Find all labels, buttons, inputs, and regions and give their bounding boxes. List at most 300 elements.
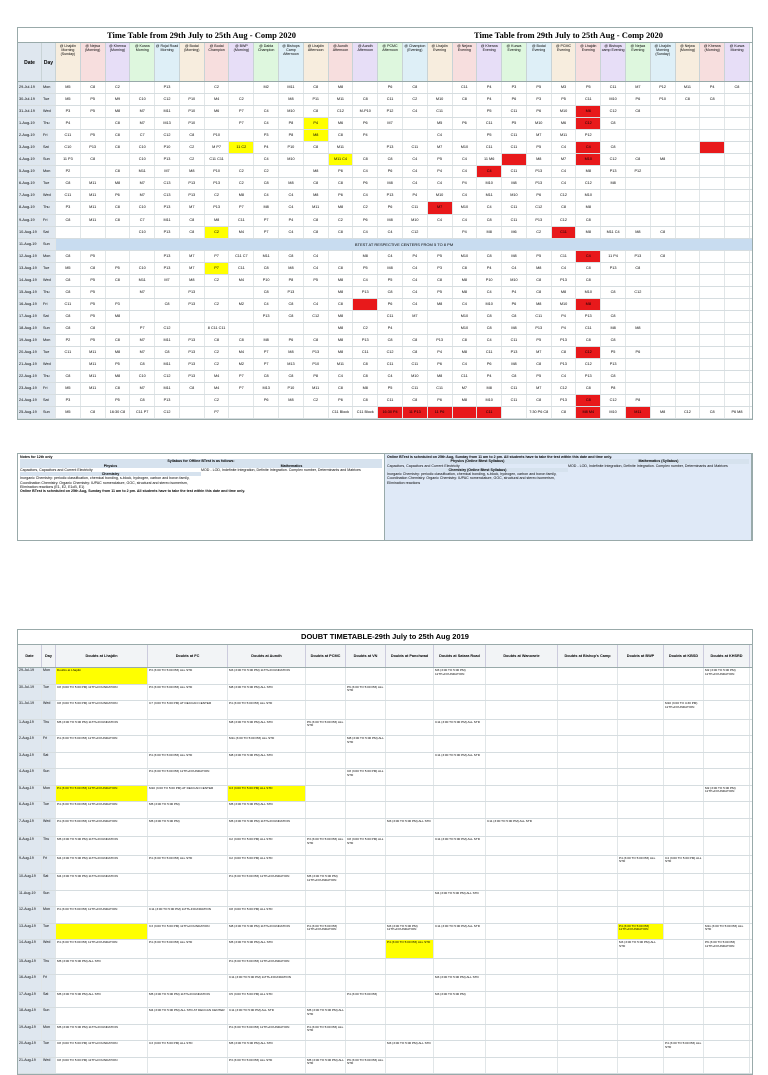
doubt-cell bbox=[618, 736, 664, 752]
doubt-row bbox=[18, 1041, 752, 1058]
schedule-cell: M7 bbox=[180, 202, 205, 213]
schedule-cell: M8 bbox=[527, 263, 552, 274]
doubt-cell: M5 (3:00 TO 5:00 PM) 11TH+FOUNDATION bbox=[56, 1025, 148, 1041]
schedule-cell bbox=[279, 407, 304, 418]
schedule-cell: C10 bbox=[130, 371, 155, 382]
doubt-day: Thu bbox=[42, 959, 56, 975]
schedule-cell: M7 bbox=[180, 263, 205, 274]
schedule-cell: C12 bbox=[552, 215, 577, 226]
schedule-cell: P4 bbox=[453, 227, 478, 238]
doubt-cell bbox=[486, 668, 558, 684]
schedule-cell: C4 bbox=[552, 178, 577, 189]
schedule-cell: C11 Block bbox=[329, 407, 354, 418]
schedule-cell: P6 bbox=[453, 118, 478, 129]
schedule-cell: 11 P13 bbox=[403, 407, 428, 418]
schedule-cell: C4 bbox=[453, 154, 478, 165]
schedule-cell bbox=[700, 323, 725, 334]
schedule-cell bbox=[725, 130, 750, 141]
schedule-cell bbox=[428, 323, 453, 334]
doubt-cell: Doubts at Lhajdin bbox=[56, 668, 148, 684]
schedule-cell: M8 bbox=[453, 347, 478, 358]
schedule-cell: P8 bbox=[279, 130, 304, 141]
schedule-cell: M8 bbox=[502, 251, 527, 262]
schedule-cell: M-P10 bbox=[353, 106, 378, 117]
schedule-cell bbox=[428, 227, 453, 238]
schedule-cell bbox=[378, 130, 403, 141]
schedule-cell bbox=[130, 251, 155, 262]
schedule-cell: C8 bbox=[130, 395, 155, 406]
schedule-cell bbox=[651, 142, 676, 153]
schedule-cell bbox=[676, 227, 701, 238]
doubt-cell: M5 (3:00 TO 5:00 PM) 11TH+FOUNDATION bbox=[56, 837, 148, 855]
schedule-cell: C12 bbox=[601, 154, 626, 165]
doubt-row bbox=[18, 992, 752, 1009]
row-date: 20-Aug-19 bbox=[18, 347, 42, 358]
schedule-cell: M8 M4 bbox=[576, 407, 601, 418]
schedule-cell bbox=[229, 323, 254, 334]
schedule-cell bbox=[676, 263, 701, 274]
schedule-cell: M8 bbox=[329, 323, 354, 334]
doubt-day: Wed bbox=[42, 940, 56, 958]
schedule-cell: C4 bbox=[353, 166, 378, 177]
doubt-cell bbox=[664, 1008, 704, 1024]
doubt-cell: C8 (3:00 TO 5:00 PM) 11TH+FOUNDATION bbox=[56, 1041, 148, 1057]
doubt-cell: P4 (3:00 TO 5:00 PM) 11TH+FOUNDATION bbox=[56, 819, 148, 837]
schedule-cell bbox=[626, 299, 651, 310]
doubt-cell bbox=[434, 1008, 486, 1024]
schedule-cell: C4 bbox=[552, 142, 577, 153]
schedule-cell: C2 bbox=[205, 395, 230, 406]
doubt-header-cell: Doubts at FC bbox=[148, 645, 228, 667]
schedule-cell: P7 bbox=[229, 383, 254, 394]
doubt-date: 10-Aug-19 bbox=[18, 874, 42, 890]
schedule-cell: C8 bbox=[626, 106, 651, 117]
doubt-cell bbox=[558, 874, 618, 890]
schedule-cell: C8 bbox=[353, 395, 378, 406]
timetable-row bbox=[18, 130, 752, 142]
schedule-cell: M8 bbox=[329, 335, 354, 346]
doubt-cell bbox=[486, 891, 558, 907]
schedule-cell: C8 bbox=[106, 118, 131, 129]
doubt-cell bbox=[618, 819, 664, 837]
schedule-cell: C8 bbox=[304, 335, 329, 346]
doubt-date: 5-Aug-19 bbox=[18, 786, 42, 802]
schedule-cell: P13 bbox=[155, 202, 180, 213]
doubt-cell bbox=[386, 769, 434, 785]
syllabus-note: Notes for 12th only bbox=[20, 455, 53, 459]
schedule-cell: C4 bbox=[403, 287, 428, 298]
doubt-cell bbox=[486, 685, 558, 701]
schedule-cell: M11 bbox=[676, 82, 701, 93]
physics-text: Capacitors, Capacitors and Current Electricity bbox=[20, 467, 93, 472]
schedule-cell: C4 bbox=[477, 166, 502, 177]
schedule-cell: C8 bbox=[329, 263, 354, 274]
schedule-cell: P7 bbox=[254, 215, 279, 226]
schedule-cell: P13 bbox=[155, 251, 180, 262]
doubt-date: 3-Aug-19 bbox=[18, 753, 42, 769]
header-center: @ Bishops camp Evening bbox=[601, 43, 626, 81]
schedule-cell bbox=[502, 407, 527, 418]
schedule-cell: M8 bbox=[329, 202, 354, 213]
schedule-cell: C11 bbox=[428, 106, 453, 117]
schedule-cell bbox=[453, 130, 478, 141]
schedule-cell: C12 bbox=[676, 407, 701, 418]
schedule-cell bbox=[676, 347, 701, 358]
schedule-cell: C8 bbox=[56, 311, 81, 322]
row-day: Tue bbox=[42, 178, 56, 189]
timetable-row bbox=[18, 178, 752, 190]
header-center: @ Bishops Camp Afternoon bbox=[279, 43, 304, 81]
schedule-cell: M8 bbox=[428, 371, 453, 382]
schedule-cell: C11 bbox=[552, 251, 577, 262]
doubt-row bbox=[18, 720, 752, 737]
doubt-row bbox=[18, 837, 752, 856]
schedule-cell bbox=[700, 299, 725, 310]
doubt-cell bbox=[664, 802, 704, 818]
schedule-cell: C7 bbox=[130, 130, 155, 141]
doubt-cell bbox=[386, 786, 434, 802]
timetable-grid bbox=[17, 27, 753, 420]
schedule-cell: M11 bbox=[81, 383, 106, 394]
doubt-cell bbox=[148, 736, 228, 752]
schedule-cell: P10 bbox=[477, 275, 502, 286]
doubt-cell bbox=[434, 1025, 486, 1041]
schedule-cell bbox=[81, 395, 106, 406]
doubt-cell bbox=[558, 907, 618, 923]
doubt-row bbox=[18, 668, 752, 685]
schedule-cell: M8 bbox=[304, 130, 329, 141]
schedule-cell: C12 bbox=[601, 395, 626, 406]
timetable-row bbox=[18, 215, 752, 227]
doubt-date: 16-Aug-19 bbox=[18, 975, 42, 991]
schedule-cell: C8 bbox=[329, 299, 354, 310]
doubt-cell bbox=[486, 720, 558, 736]
schedule-cell: M6 bbox=[205, 106, 230, 117]
schedule-cell bbox=[626, 335, 651, 346]
doubt-cell: P4 (3:00 TO 5:00 PM) 11TH+FOUNDATION bbox=[56, 786, 148, 802]
doubt-cell bbox=[618, 1008, 664, 1024]
doubt-cell: M8 (3:00 TO 5:00 PM) ALL STD bbox=[346, 736, 386, 752]
doubt-cell bbox=[386, 753, 434, 769]
doubt-cell bbox=[558, 736, 618, 752]
timetable-row bbox=[18, 371, 752, 383]
schedule-cell: P5 bbox=[477, 106, 502, 117]
schedule-cell: P10 bbox=[279, 383, 304, 394]
doubt-cell: P6 (3:00 TO 5:00 PM) ALL STD bbox=[346, 1058, 386, 1074]
doubt-cell: M3 (3:00 TO 5:00 PM) ALL STD bbox=[618, 940, 664, 958]
doubt-day: Mon bbox=[42, 1025, 56, 1041]
schedule-cell: M8 bbox=[502, 323, 527, 334]
schedule-cell: C8 bbox=[180, 215, 205, 226]
row-day: Thu bbox=[42, 118, 56, 129]
schedule-cell bbox=[700, 359, 725, 370]
doubt-cell bbox=[56, 924, 148, 940]
schedule-cell: P5 bbox=[502, 118, 527, 129]
doubt-cell bbox=[618, 802, 664, 818]
schedule-cell: C8 bbox=[329, 130, 354, 141]
schedule-cell: P5 bbox=[552, 94, 577, 105]
row-date: 19-Aug-19 bbox=[18, 335, 42, 346]
doubt-cell: M2 (3:00 TO 5:00 PM) 11TH+FOUNDATION bbox=[704, 668, 750, 684]
schedule-cell: C4 bbox=[453, 166, 478, 177]
header-center: @ Lhajdin Evening bbox=[576, 43, 601, 81]
schedule-cell bbox=[651, 202, 676, 213]
schedule-cell bbox=[676, 299, 701, 310]
doubt-cell: P4 (3:00 TO 5:00 PM) 11TH+FOUNDATION bbox=[56, 736, 148, 752]
schedule-cell: P7 bbox=[229, 371, 254, 382]
doubt-cell bbox=[558, 959, 618, 975]
doubt-cell: P4 (3:00 TO 5:00 PM) 11TH+FOUNDATION bbox=[306, 924, 346, 940]
schedule-cell: P13 bbox=[155, 395, 180, 406]
timetable-row bbox=[18, 311, 752, 323]
doubt-header-row bbox=[18, 645, 752, 668]
schedule-cell: C4 bbox=[453, 190, 478, 201]
schedule-cell bbox=[180, 82, 205, 93]
schedule-cell: C12 bbox=[626, 287, 651, 298]
schedule-cell: P6 bbox=[329, 190, 354, 201]
schedule-cell: C11 bbox=[477, 142, 502, 153]
schedule-cell: P8 bbox=[279, 118, 304, 129]
doubt-cell: M3 (3:00 TO 5:00 PM) ALL STD bbox=[434, 975, 486, 991]
doubt-cell: C8 (3:00 TO 5:00 PM) ALL STD bbox=[228, 907, 306, 923]
schedule-cell bbox=[130, 82, 155, 93]
doubt-cell: C11 (3:00 TO 5:00 PM) ALL STD bbox=[434, 924, 486, 940]
schedule-cell: C8 bbox=[453, 263, 478, 274]
doubt-header-cell: Doubts at KHSRD bbox=[704, 645, 750, 667]
schedule-cell: C11 bbox=[502, 335, 527, 346]
doubt-cell bbox=[704, 891, 750, 907]
schedule-cell: M8 bbox=[378, 215, 403, 226]
schedule-cell bbox=[651, 359, 676, 370]
row-date: 2-Aug-19 bbox=[18, 130, 42, 141]
schedule-cell: P4 bbox=[502, 287, 527, 298]
schedule-cell bbox=[651, 311, 676, 322]
row-date: 12-Aug-19 bbox=[18, 251, 42, 262]
schedule-cell bbox=[403, 118, 428, 129]
schedule-cell: M7 bbox=[527, 130, 552, 141]
schedule-cell: M7 bbox=[453, 383, 478, 394]
schedule-cell: M3 bbox=[552, 82, 577, 93]
doubt-date: 29-Jul-19 bbox=[18, 668, 42, 684]
schedule-cell: P13 bbox=[527, 166, 552, 177]
timetable-row bbox=[18, 407, 752, 419]
row-date: 15-Aug-19 bbox=[18, 287, 42, 298]
doubt-cell bbox=[346, 720, 386, 736]
schedule-cell: C8 bbox=[403, 395, 428, 406]
schedule-cell: C12 bbox=[601, 106, 626, 117]
schedule-cell: M11 bbox=[279, 82, 304, 93]
schedule-cell: P5 bbox=[81, 94, 106, 105]
schedule-cell: M10 bbox=[279, 154, 304, 165]
doubt-header-cell: Doubts at KBSD bbox=[664, 645, 704, 667]
doubt-date: 14-Aug-19 bbox=[18, 940, 42, 958]
schedule-cell: C8 bbox=[453, 94, 478, 105]
schedule-cell: C11 Block bbox=[353, 407, 378, 418]
schedule-cell: M7 bbox=[130, 106, 155, 117]
schedule-cell: M6 bbox=[576, 106, 601, 117]
schedule-cell: M11 bbox=[552, 130, 577, 141]
doubt-day: Thu bbox=[42, 837, 56, 855]
schedule-cell: M2 bbox=[229, 359, 254, 370]
schedule-cell bbox=[626, 383, 651, 394]
schedule-cell: C8 bbox=[329, 383, 354, 394]
schedule-cell: M8 bbox=[353, 383, 378, 394]
doubt-cell bbox=[704, 720, 750, 736]
doubt-cell: P6 (3:00 TO 5:00 PM) ALL STD bbox=[306, 720, 346, 736]
doubt-cell: P4 (3:00 TO 5:00 PM) ALL STD bbox=[228, 701, 306, 719]
schedule-cell: C12 bbox=[329, 106, 354, 117]
schedule-cell: C8 bbox=[106, 166, 131, 177]
schedule-cell: M11 bbox=[155, 215, 180, 226]
timetable-row bbox=[18, 359, 752, 371]
doubt-cell bbox=[618, 992, 664, 1008]
schedule-cell: P7 bbox=[229, 106, 254, 117]
schedule-cell: P6 bbox=[502, 94, 527, 105]
schedule-cell: C8 bbox=[180, 227, 205, 238]
doubt-cell: P3 (3:00 TO 5:00 PM) ALL STD bbox=[306, 837, 346, 855]
doubt-cell bbox=[346, 874, 386, 890]
schedule-cell: C11 C7 bbox=[229, 251, 254, 262]
schedule-cell: C12 bbox=[155, 371, 180, 382]
doubt-cell bbox=[618, 753, 664, 769]
schedule-cell: P7 bbox=[254, 347, 279, 358]
doubt-cell: P4 (3:00 TO 5:00 PM) 11TH+FOUNDATION bbox=[618, 924, 664, 940]
schedule-cell: C4 bbox=[279, 190, 304, 201]
schedule-cell: P4 bbox=[477, 82, 502, 93]
schedule-cell: P13 bbox=[205, 202, 230, 213]
schedule-cell: P13 bbox=[601, 166, 626, 177]
schedule-cell: M7 bbox=[130, 335, 155, 346]
doubt-cell bbox=[618, 837, 664, 855]
header-center: @ Aundh Afternoon bbox=[353, 43, 378, 81]
doubt-cell: C11 (3:00 TO 5:00 PM) 11TH+FOUNDATION bbox=[148, 907, 228, 923]
schedule-cell: M2 bbox=[254, 82, 279, 93]
doubt-day: Sat bbox=[42, 753, 56, 769]
doubt-header-cell: Doubts at VN bbox=[346, 645, 386, 667]
schedule-cell bbox=[626, 371, 651, 382]
schedule-cell: C10 bbox=[56, 142, 81, 153]
schedule-cell: C11 bbox=[477, 347, 502, 358]
schedule-cell bbox=[700, 275, 725, 286]
doubt-day: Wed bbox=[42, 1058, 56, 1074]
doubt-cell: P4 (3:00 TO 5:00 PM) ALL STD bbox=[148, 940, 228, 958]
schedule-cell: M11 bbox=[155, 106, 180, 117]
doubt-row bbox=[18, 924, 752, 941]
schedule-cell: M4 bbox=[205, 383, 230, 394]
row-day: Mon bbox=[42, 251, 56, 262]
schedule-cell: M5 bbox=[56, 82, 81, 93]
doubt-cell bbox=[346, 786, 386, 802]
doubt-cell bbox=[486, 1058, 558, 1074]
schedule-cell: P6 bbox=[279, 335, 304, 346]
schedule-cell: C11 bbox=[378, 395, 403, 406]
schedule-cell: C8 bbox=[279, 371, 304, 382]
schedule-cell: C12 bbox=[576, 178, 601, 189]
schedule-cell: M11 bbox=[477, 190, 502, 201]
schedule-cell: P6 bbox=[353, 178, 378, 189]
schedule-cell: C8 bbox=[403, 347, 428, 358]
doubt-cell: M11 (3:00 TO 5:00 PM) ALL STD bbox=[704, 924, 750, 940]
doubt-cell bbox=[386, 856, 434, 874]
schedule-cell bbox=[56, 227, 81, 238]
schedule-cell: M8 bbox=[106, 178, 131, 189]
row-day: Tue bbox=[42, 263, 56, 274]
doubt-cell bbox=[486, 736, 558, 752]
doubt-cell bbox=[704, 1041, 750, 1057]
schedule-cell: C4 bbox=[552, 371, 577, 382]
schedule-cell bbox=[725, 215, 750, 226]
schedule-cell: P13 bbox=[576, 371, 601, 382]
doubt-cell bbox=[704, 1058, 750, 1074]
schedule-cell bbox=[676, 395, 701, 406]
doubt-cell: C8 (3:00 TO 5:00 PM) ALL STD bbox=[346, 769, 386, 785]
row-date: 10-Aug-19 bbox=[18, 227, 42, 238]
doubt-row bbox=[18, 1008, 752, 1025]
schedule-cell: C4 bbox=[403, 106, 428, 117]
schedule-cell bbox=[700, 190, 725, 201]
schedule-cell: M7 bbox=[552, 154, 577, 165]
schedule-cell: M10 bbox=[453, 311, 478, 322]
schedule-cell: C11 bbox=[502, 106, 527, 117]
doubt-cell bbox=[704, 856, 750, 874]
doubt-cell bbox=[56, 769, 148, 785]
schedule-cell: C2 bbox=[180, 154, 205, 165]
schedule-cell: P6 bbox=[254, 395, 279, 406]
schedule-cell: M11 bbox=[329, 142, 354, 153]
doubt-cell: P4 (3:00 TO 5:00 PM) 11TH+FOUNDATION bbox=[148, 769, 228, 785]
doubt-day: Mon bbox=[42, 907, 56, 923]
doubt-cell bbox=[558, 891, 618, 907]
doubt-cell: M5 (3:00 TO 5:00 PM) bbox=[148, 802, 228, 818]
row-day: Tue bbox=[42, 94, 56, 105]
schedule-cell: P6 bbox=[378, 166, 403, 177]
schedule-cell bbox=[453, 407, 478, 418]
header-date: Date bbox=[18, 43, 42, 81]
schedule-cell: C8 bbox=[502, 311, 527, 322]
row-date: 4-Aug-19 bbox=[18, 154, 42, 165]
doubt-cell: P3 (3:00 TO 5:00 PM) ALL STD bbox=[148, 668, 228, 684]
doubt-cell bbox=[618, 907, 664, 923]
schedule-cell: C10 bbox=[130, 227, 155, 238]
schedule-cell: P10 bbox=[180, 118, 205, 129]
row-day: Sat bbox=[42, 395, 56, 406]
doubt-cell bbox=[558, 837, 618, 855]
header-day: Day bbox=[42, 43, 56, 81]
schedule-cell: C8 bbox=[81, 407, 106, 418]
doubt-cell bbox=[558, 1058, 618, 1074]
schedule-cell: P4 bbox=[304, 118, 329, 129]
doubt-cell bbox=[486, 874, 558, 890]
schedule-cell: C7 bbox=[130, 215, 155, 226]
schedule-cell: C8 bbox=[403, 82, 428, 93]
doubt-cell bbox=[434, 959, 486, 975]
timetable-row bbox=[18, 82, 752, 94]
schedule-cell: C8 bbox=[725, 82, 750, 93]
header-center: @ Kherwa Evening bbox=[477, 43, 502, 81]
schedule-cell: C4 bbox=[378, 227, 403, 238]
schedule-cell: C12 bbox=[155, 130, 180, 141]
schedule-cell: P10 bbox=[279, 142, 304, 153]
timetable-row bbox=[18, 299, 752, 311]
schedule-cell: C12 bbox=[155, 94, 180, 105]
doubt-cell bbox=[558, 668, 618, 684]
schedule-cell: M7 bbox=[428, 142, 453, 153]
online-physics-chem bbox=[387, 459, 568, 485]
schedule-cell: M10 bbox=[279, 106, 304, 117]
doubt-cell bbox=[346, 907, 386, 923]
doubt-cell: C3 (3:00 TO 5:00 PM) ALL STD bbox=[148, 1041, 228, 1057]
schedule-cell bbox=[725, 154, 750, 165]
